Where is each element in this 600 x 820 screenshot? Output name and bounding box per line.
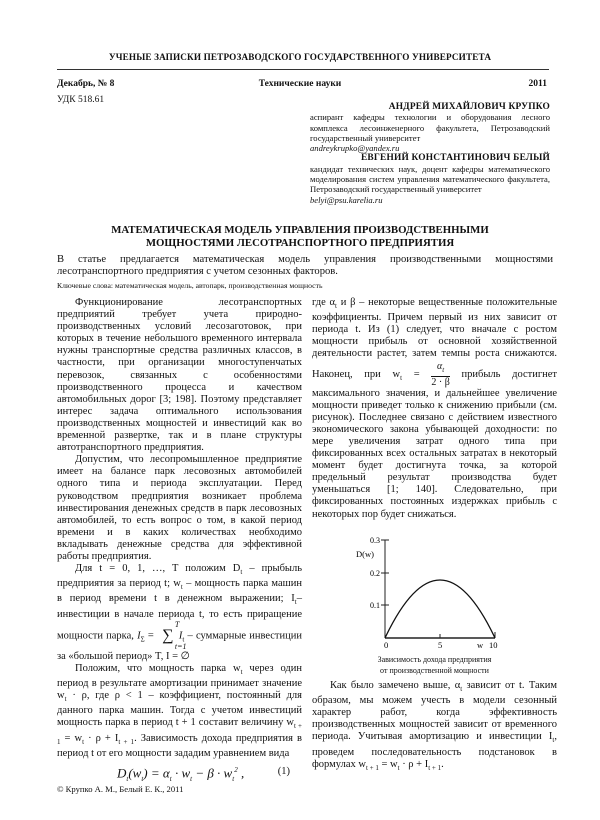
author-affiliation: аспирант кафедры технологии и оборудования лесного комплекса лесоинженерного факультета, Петрозаводский государственный университет <box>310 112 550 143</box>
authors-block <box>310 102 550 205</box>
section-name: Технические науки <box>258 79 342 89</box>
x-tick-label: 10 <box>489 640 498 650</box>
right-column <box>312 297 557 521</box>
equation-formula: $D_t(w_t) = \alpha_t \cdot w_t - \beta \cdot w_t^2$ , <box>117 765 245 783</box>
author-affiliation: кандидат технических наук, доцент кафедры математического моделирования систем управления математического факультета, Петрозаводский государственный университет <box>310 163 550 195</box>
y-tick-label: 0.3 <box>370 536 380 545</box>
paragraph: Как было замечено выше, $\alpha_t$ зависит от t. Таким образом, мы можем учесть в модели сезонный характер работ, когда эффективность производственных мощностей зависит от временного периода. Учитывая амортизацию и инвестиции $I_t$, проведем последовательность подстановок в формулах $w_{t + 1} = w_t \cdot \rho + I_{t + 1}$. <box>312 680 557 772</box>
paragraph: Для t = 0, 1, …, T положим $D_t$ – прыбыль предприятия за период t; $w_t$ – мощность парка машин в период времени t в денежном выражении; $I_t-$ инвестиции в начале периода t, то есть приращение мощности парка, $I_\Sigma$ = T ∑ t=1 $I_t$ – суммарные инвестиции за «большой период» T, I = ∅ <box>57 563 302 662</box>
abstract: В статье предлагается математическая модель управления производственными мощностями лесотранспортного предприятия с учетом сезонных факторов. <box>57 254 553 278</box>
y-tick-label: 0.2 <box>370 569 380 578</box>
summation-symbol: T ∑ t=1 <box>162 619 187 651</box>
x-tick-label: 0 <box>384 640 389 650</box>
paragraph: Функционирование лесотранспортных предприятий требует учета природно-производственных условий лесозаготовок, при которых в течение небольшого временного интервала нужны транспортные средства различных классов, в частности, при организации многоступенчатых перевозок, связанных с особенностями производственного процесса и качеством автомобильных дорог [3; 198]. Поэтому представляет интерес задача оптимального использования производственных мощностей и инвестиций как во временной развертке, так и в плане структуры автотранспортного предприятия. <box>57 297 302 454</box>
udk-code: УДК 518.61 <box>57 95 105 105</box>
right-column-continued <box>312 680 557 774</box>
header-divider <box>57 69 549 70</box>
left-column <box>57 297 302 782</box>
fraction: $\frac{\alpha_t}{2 \cdot \beta}$ <box>431 360 450 388</box>
equation-1 <box>57 760 302 782</box>
publication-year: 2011 <box>528 79 547 89</box>
figure-caption: Зависимость дохода предприятия от производственной мощности <box>377 655 492 675</box>
author-email[interactable]: andreykrupko@yandex.ru <box>310 143 400 154</box>
article-title <box>40 224 560 249</box>
equation-number: (1) <box>277 765 290 777</box>
y-axis-label: D(w) <box>356 549 374 559</box>
paragraph: Положим, что мощность парка $w_t$ через один период в результате амортизации принимает значение $w_t \cdot \rho$, где ρ < 1 – коэффициент, постоянный для данного парка машин. Тогда с учетом инвестиций мощность парка в период t + 1 составит величину $w_{t + 1} = w_t \cdot \rho + I_{t + 1}$. Зависимость дохода предприятия в период t от его мощности зададим уравнением вида <box>57 662 302 759</box>
y-tick-label: 0.1 <box>370 601 380 610</box>
title-line: МАТЕМАТИЧЕСКАЯ МОДЕЛЬ УПРАВЛЕНИЯ ПРОИЗВОДСТВЕННЫМИ <box>111 224 489 236</box>
author-name: ЕВГЕНИЙ КОНСТАНТИНОВИЧ БЕЛЫЙ <box>360 153 550 164</box>
title-line: МОЩНОСТЯМИ ЛЕСОТРАНСПОРТНОГО ПРЕДПРИЯТИЯ <box>145 236 455 249</box>
profit-curve-chart <box>330 530 540 650</box>
x-axis-label: w <box>477 640 484 650</box>
author-email[interactable]: belyi@psu.karelia.ru <box>310 194 383 205</box>
issue-number: Декабрь, № 8 <box>57 79 115 89</box>
x-tick-label: 5 <box>438 640 443 650</box>
paragraph: где $\alpha_t$ и β – некоторые вещественные положительные коэффициенты. Причем первый из них зависит от периода t. Из (1) следует, что вначале с ростом мощности прибыль от основной хозяйственной деятельности растет, затем темпы роста снижаются. Наконец, при $w_t$ = $\frac{\alpha_t}{2 \cdot \beta}$ прибыль достигнет максимального значения, и дальнейшее увеличение мощности приведет только к снижению прибыли (см. рисунок). Последнее связано с действием известного экономического закона убывающей доходности: по мере увеличения затрат одного типа при фиксированных всех остальных затратах в некоторый момент будет достигнута точка, за которой предельный результат производства будет уменьшаться [1; 140]. Следовательно, при фиксированных постоянных издержках прибыль с некоторых пор будет снижаться. <box>312 297 558 520</box>
author-name: АНДРЕЙ МИХАЙЛОВИЧ КРУПКО <box>388 102 550 112</box>
paragraph: Допустим, что лесопромышленное предприятие имеет на балансе парк лесовозных автомобилей одного типа и периода эксплуатации. Перед руководством предприятия возникает проблема инвестирования денежных средств в парк лесовозных автомобилей, то есть вопрос о том, в какой период времени и в каких количествах необходимо вкладывать денежные средства для эффективной работы предприятия. <box>57 454 302 562</box>
journal-title: УЧЕНЫЕ ЗАПИСКИ ПЕТРОЗАВОДСКОГО ГОСУДАРСТВЕННОГО УНИВЕРСИТЕТА <box>108 52 492 62</box>
keywords: Ключевые слова: математическая модель, автопарк, производственная мощность <box>57 281 323 290</box>
profit-curve <box>385 580 495 638</box>
copyright-notice: © Крупко А. М., Белый Е. К., 2011 <box>57 784 184 794</box>
